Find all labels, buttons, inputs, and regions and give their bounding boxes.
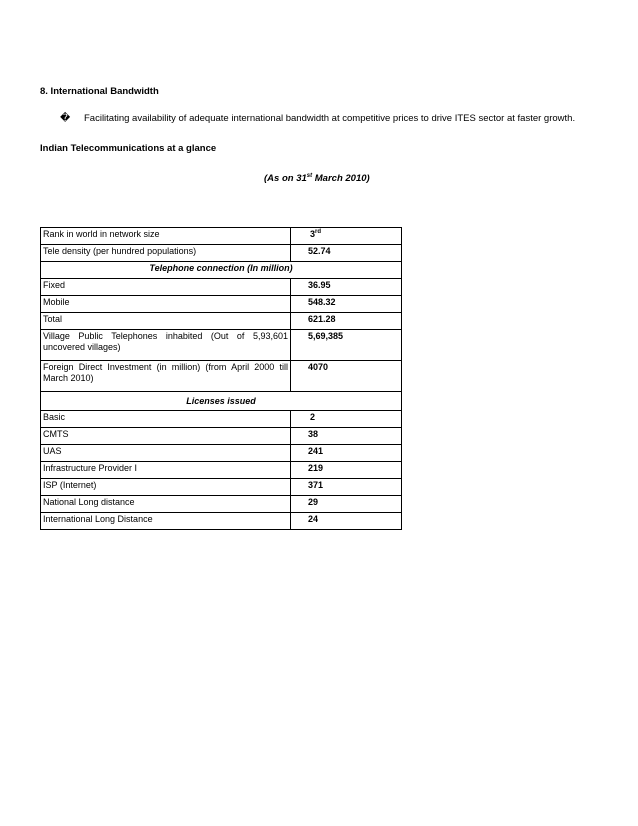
table-row — [41, 496, 402, 513]
row-value: 3rd — [291, 228, 402, 245]
row-value: 4070 — [291, 361, 402, 392]
table-row — [41, 513, 402, 530]
telecom-glance-table — [40, 227, 402, 530]
row-value: 29 — [291, 496, 402, 513]
table-row — [41, 428, 402, 445]
section-heading: 8. International Bandwidth — [40, 86, 159, 97]
row-value: 371 — [291, 479, 402, 496]
section-row — [41, 392, 402, 411]
table-row — [41, 330, 402, 361]
glance-heading: Indian Telecommunications at a glance — [40, 143, 217, 154]
row-label: Basic — [41, 411, 291, 428]
table-row — [41, 279, 402, 296]
row-label: Total — [41, 313, 291, 330]
row-label: Tele density (per hundred populations) — [41, 245, 291, 262]
bullet-icon: � — [60, 113, 71, 124]
row-value: 548.32 — [291, 296, 402, 313]
row-label: National Long distance — [41, 496, 291, 513]
table-row — [41, 228, 402, 245]
row-label: Infrastructure Provider I — [41, 462, 291, 479]
as-on-date: (As on 31st March 2010) — [264, 173, 370, 185]
row-label: Foreign Direct Investment (in million) (from April 2000 till March 2010) — [41, 361, 291, 392]
table-row — [41, 411, 402, 428]
row-value: 241 — [291, 445, 402, 462]
row-value: 38 — [291, 428, 402, 445]
bullet-text: Facilitating availability of adequate international bandwidth at competitive prices to drive ITES sector at faster growth. — [84, 113, 576, 124]
telephone-section-title: Telephone connection (In million) — [41, 262, 402, 279]
row-value: 36.95 — [291, 279, 402, 296]
row-value: 219 — [291, 462, 402, 479]
row-value: 2 — [291, 411, 402, 428]
row-label: Village Public Telephones inhabited (Out of 5,93,601 uncovered villages) — [41, 330, 291, 361]
row-label: CMTS — [41, 428, 291, 445]
row-value: 621.28 — [291, 313, 402, 330]
licenses-section-title: Licenses issued — [41, 392, 402, 411]
table-row — [41, 462, 402, 479]
row-label: Fixed — [41, 279, 291, 296]
row-value: 52.74 — [291, 245, 402, 262]
row-label: ISP (Internet) — [41, 479, 291, 496]
table-row — [41, 361, 402, 392]
table-row — [41, 445, 402, 462]
row-label: Rank in world in network size — [41, 228, 291, 245]
row-value: 24 — [291, 513, 402, 530]
table-row — [41, 245, 402, 262]
row-label: International Long Distance — [41, 513, 291, 530]
section-row — [41, 262, 402, 279]
row-label: Mobile — [41, 296, 291, 313]
row-value: 5,69,385 — [291, 330, 402, 361]
table-row — [41, 313, 402, 330]
table-row — [41, 479, 402, 496]
table-row — [41, 296, 402, 313]
row-label: UAS — [41, 445, 291, 462]
